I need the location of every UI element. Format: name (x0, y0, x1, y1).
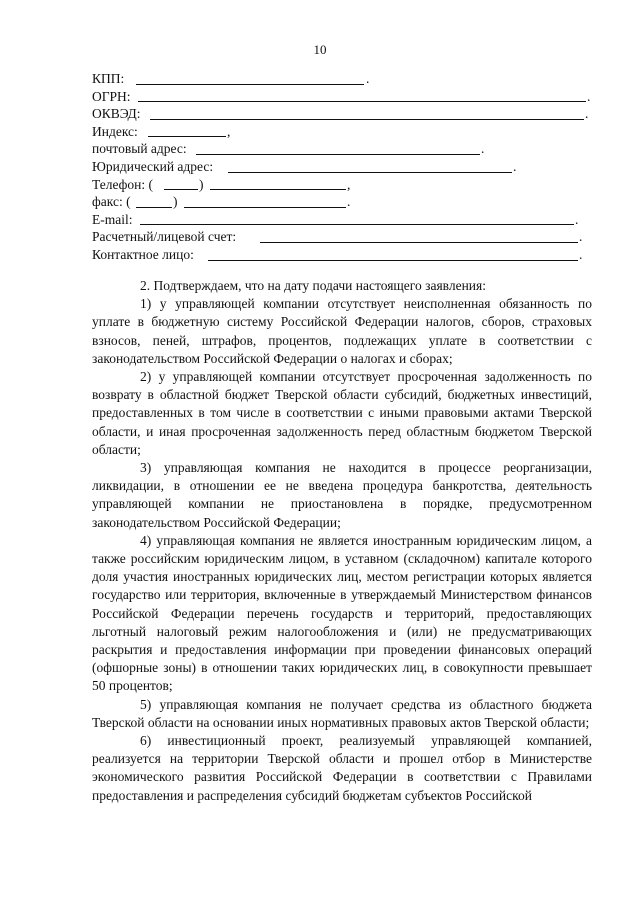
field-label: Индекс: (92, 123, 138, 139)
field-suffix: . (481, 141, 485, 157)
field-label: Контактное лицо: (92, 246, 194, 262)
confirmation-item-3: 3) управляющая компания не находится в процессе реорганизации, ликвидации, в отношении ее не введена процедура банкротства, деятельность управляющей компании не приостановлена в порядке, предусмотренном законодательством Российской Федерации; (92, 460, 592, 530)
field-label: Юридический адрес: (92, 158, 214, 174)
field-email (92, 211, 592, 229)
field-label: Расчетный/лицевой счет: (92, 229, 237, 245)
confirmation-item-4: 4) управляющая компания не является иностранным юридическим лицом, а также российским юридическим лицом, в уставном (складочном) капитале которого доля участия иностранных юридических лиц, местом регистрации которых является государство или территория, включенные в утверждаемый Министерством финансов Российской Федерации перечень государств и территорий, предоставляющих льготный налоговый режим налогообложения и (или) не предусматривающих раскрытия и предоставления информации при проведении финансовых операций (офшорные зоны) в отношении таких юридических лиц, в совокупности превышает 50 процентов; (92, 532, 592, 694)
field-input-line[interactable] (228, 172, 512, 173)
field-contact-person (92, 246, 592, 264)
field-label: ОГРН: (92, 88, 131, 104)
field-suffix: . (347, 194, 351, 210)
field-phone (92, 176, 592, 194)
field-suffix: , (347, 176, 351, 192)
confirmation-item-1: 1) у управляющей компании отсутствует неисполненная обязанность по уплате в бюджетную систему Российской Федерации налогов, сборов, страховых взносов, пеней, штрафов, процентов, подлежащих уплате в соответствии с законодательством Российской Федерации о налогах и сборах; (92, 296, 592, 366)
confirmation-item-6: 6) инвестиционный проект, реализуемый управляющей компанией, реализуется на территории Тверской области и прошел отбор в Министерстве экономического развития Российской Федерации в соответствии с Правилами предоставления и распределения субсидий бюджетам субъектов Российской (92, 733, 592, 803)
confirmation-item-5: 5) управляющая компания не получает средства из областного бюджета Тверской области на основании иных нормативных правовых актов Тверской области; (92, 696, 592, 730)
field-label: E-mail: (92, 211, 133, 227)
field-kpp (92, 70, 592, 88)
field-input-line[interactable] (196, 154, 480, 155)
field-label: почтовый адрес: (92, 141, 187, 157)
field-suffix: . (587, 88, 591, 104)
field-account (92, 228, 592, 246)
field-input-line[interactable] (138, 101, 586, 102)
field-legal-address (92, 158, 592, 176)
confirmation-section (92, 277, 592, 805)
field-input-line[interactable] (184, 207, 346, 208)
field-suffix: . (366, 71, 370, 86)
field-suffix: . (585, 106, 589, 122)
field-label: факс: ( (92, 194, 131, 210)
field-close-paren: ) (199, 176, 204, 192)
field-suffix: , (227, 123, 231, 139)
field-label: Телефон: ( (92, 176, 153, 192)
field-postal-address (92, 140, 592, 158)
field-suffix: . (575, 211, 579, 227)
page-number: 10 (313, 42, 327, 57)
field-fax (92, 193, 592, 211)
field-index (92, 123, 592, 141)
field-area-code-line[interactable] (136, 207, 172, 208)
field-input-line[interactable] (136, 84, 364, 85)
field-suffix: . (579, 229, 583, 245)
field-ogrn (92, 88, 592, 106)
field-suffix: . (579, 246, 583, 262)
field-input-line[interactable] (210, 189, 346, 190)
field-label: КПП: (92, 71, 125, 86)
requisites-block (92, 70, 592, 264)
field-close-paren: ) (173, 194, 178, 210)
field-input-line[interactable] (208, 260, 578, 261)
field-okved (92, 105, 592, 123)
section-intro: 2. Подтверждаем, что на дату подачи настоящего заявления: (140, 278, 486, 293)
field-area-code-line[interactable] (164, 189, 198, 190)
field-input-line[interactable] (150, 119, 584, 120)
field-input-line[interactable] (140, 224, 574, 225)
confirmation-item-2: 2) у управляющей компании отсутствует просроченная задолженность по возврату в областной бюджет Тверской области субсидий, бюджетных инвестиций, предоставленных в том числе в соответствии с иными правовыми актами Тверской области, и иная просроченная задолженность перед областным бюджетом Тверской области; (92, 369, 592, 457)
field-input-line[interactable] (260, 242, 578, 243)
field-input-line[interactable] (148, 136, 226, 137)
field-suffix: . (513, 158, 517, 174)
field-label: ОКВЭД: (92, 106, 141, 122)
